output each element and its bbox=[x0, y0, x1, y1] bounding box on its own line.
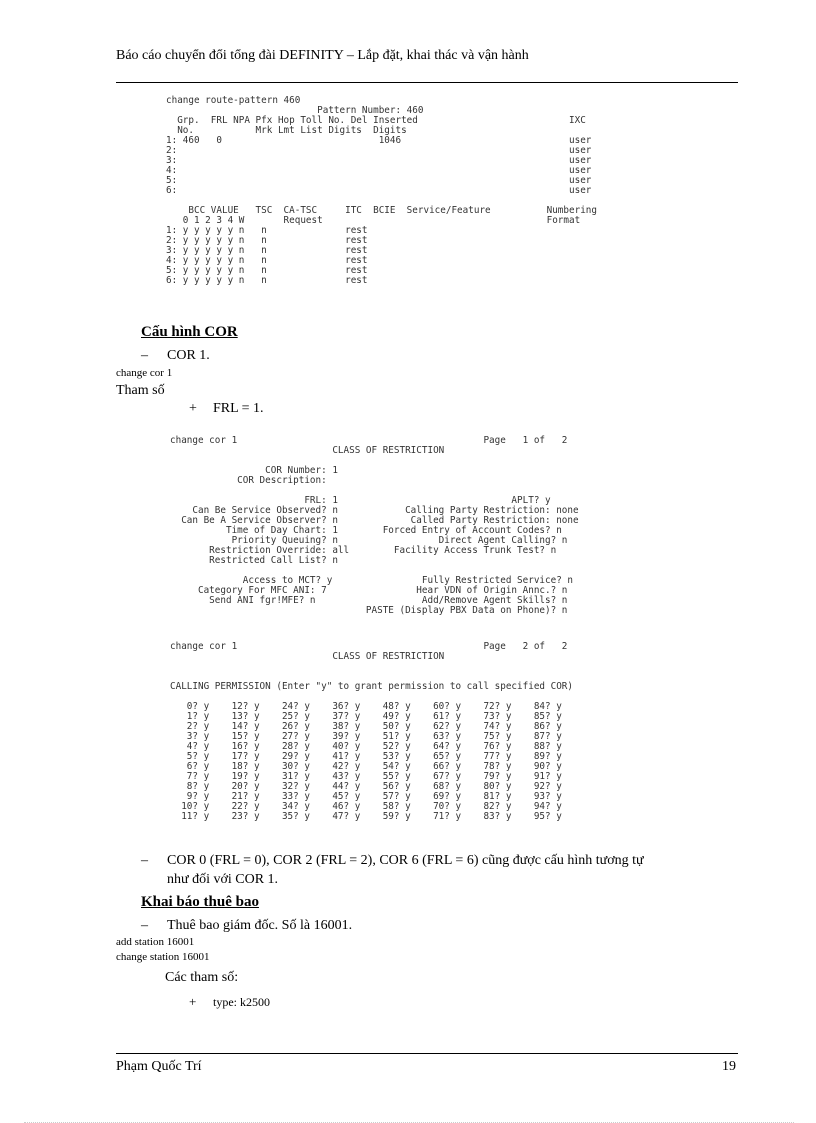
plus-bullet: + bbox=[189, 401, 197, 416]
cor-page1-screenshot: change cor 1 Page 1 of 2 CLASS OF RESTRICTION COR Number: 1 COR Description: FRL: 1 APLT? y Can Be Service Observed? n Calling Party Restriction: none Can Be A Service Observer? n Called Party Restriction: none Time of Day Chart: 1 Forced Entry of Account Codes? n Priority Queuing? n Direct Agent Calling? n Restriction Override: all Facility Access Trunk Test? n Restricted Call List? n Access to MCT? y Fully Restricted Service? n Category For MFC ANI: 7 Hear VDN of Origin Annc.? n Send ANI fgr!MFE? n Add/Remove Agent Skills? n PASTE (Display PBX Data on Phone)? n bbox=[170, 435, 579, 616]
add-station-command: add station 16001 bbox=[116, 936, 195, 948]
cor-page2-screenshot: change cor 1 Page 2 of 2 CLASS OF RESTRICTION CALLING PERMISSION (Enter "y" to grant permission to call specified COR) 0? y 12? y 24? y 36? y 48? y 60? y 72? y 84? y 1? y 13? y 25? y 37? y 49? y 61? y 73? y 85? y 2? y 14? y 26? y 38? y 50? y 62? y 74? y 86? y 3? y 15? y 27? y 39? y 51? y 63? y 75? y 87? y 4? y 16? y 28? y 40? y 52? y 64? y 76? y 88? y 5? y 17? y 29? y 41? y 53? y 65? y 77? y 89? y 6? y 18? y 30? y 42? y 54? y 66? y 78? y 90? y 7? y 19? y 31? y 43? y 55? y 67? y 79? y 91? y 8? y 20? y 32? y 44? y 56? y 68? y 80? y 92? y 9? y 21? y 33? y 45? y 57? y 69? y 81? y 93? y 10? y 22? y 34? y 46? y 58? y 70? y 82? y 94? y 11? y 23? y 35? y 47? y 59? y 71? y 83? y 95? y bbox=[170, 641, 573, 822]
route-pattern-screenshot: change route-pattern 460 Pattern Number: 460 Grp. FRL NPA Pfx Hop Toll No. Del Inserted IXC No. Mrk Lmt List Digits Digits 1: 460 0 1046 user 2: user 3: user 4: user 5: user 6: user BCC VALUE TSC CA-TSC ITC BCIE Service/Feature Numbering 0 1 2 3 4 W Request Format 1: y y y y y n n rest 2: y y y y y n n rest 3: y y y y y n n rest 4: y y y y y n n rest 5: y y y y y n n rest 6: y y y y y n n rest bbox=[166, 95, 597, 286]
footer-rule bbox=[116, 1053, 738, 1054]
footer-author: Phạm Quốc Trí bbox=[116, 1059, 202, 1074]
dash-bullet: – bbox=[141, 918, 148, 933]
header-rule bbox=[116, 82, 738, 83]
subscriber-params-label: Các tham số: bbox=[165, 970, 239, 985]
subscriber-param: + type: k2500 bbox=[189, 994, 270, 1009]
plus-bullet: + bbox=[189, 994, 197, 1009]
subscriber-heading: Khai báo thuê bao bbox=[141, 894, 259, 910]
dash-bullet: – bbox=[141, 348, 148, 363]
subscriber-bullet: – Thuê bao giám đốc. Số là 16001. bbox=[141, 918, 353, 933]
dash-bullet: – bbox=[141, 853, 148, 868]
page-number: 19 bbox=[722, 1059, 736, 1074]
cor-param: + FRL = 1. bbox=[189, 401, 264, 416]
page-header: Báo cáo chuyển đổi tổng đài DEFINITY – Lắp đặt, khai thác và vận hành bbox=[116, 48, 529, 63]
change-station-command: change station 16001 bbox=[116, 951, 210, 963]
cor-note: – COR 0 (FRL = 0), COR 2 (FRL = 2), COR 6 (FRL = 6) cũng được cấu hình tương tự bbox=[141, 853, 644, 868]
cor-bullet: – COR 1. bbox=[141, 348, 210, 363]
cor-heading: Cấu hình COR bbox=[141, 324, 238, 340]
cor-note-line2: như đối với COR 1. bbox=[167, 872, 279, 887]
cor-params-label: Tham số bbox=[116, 383, 165, 398]
cor-command: change cor 1 bbox=[116, 367, 173, 379]
